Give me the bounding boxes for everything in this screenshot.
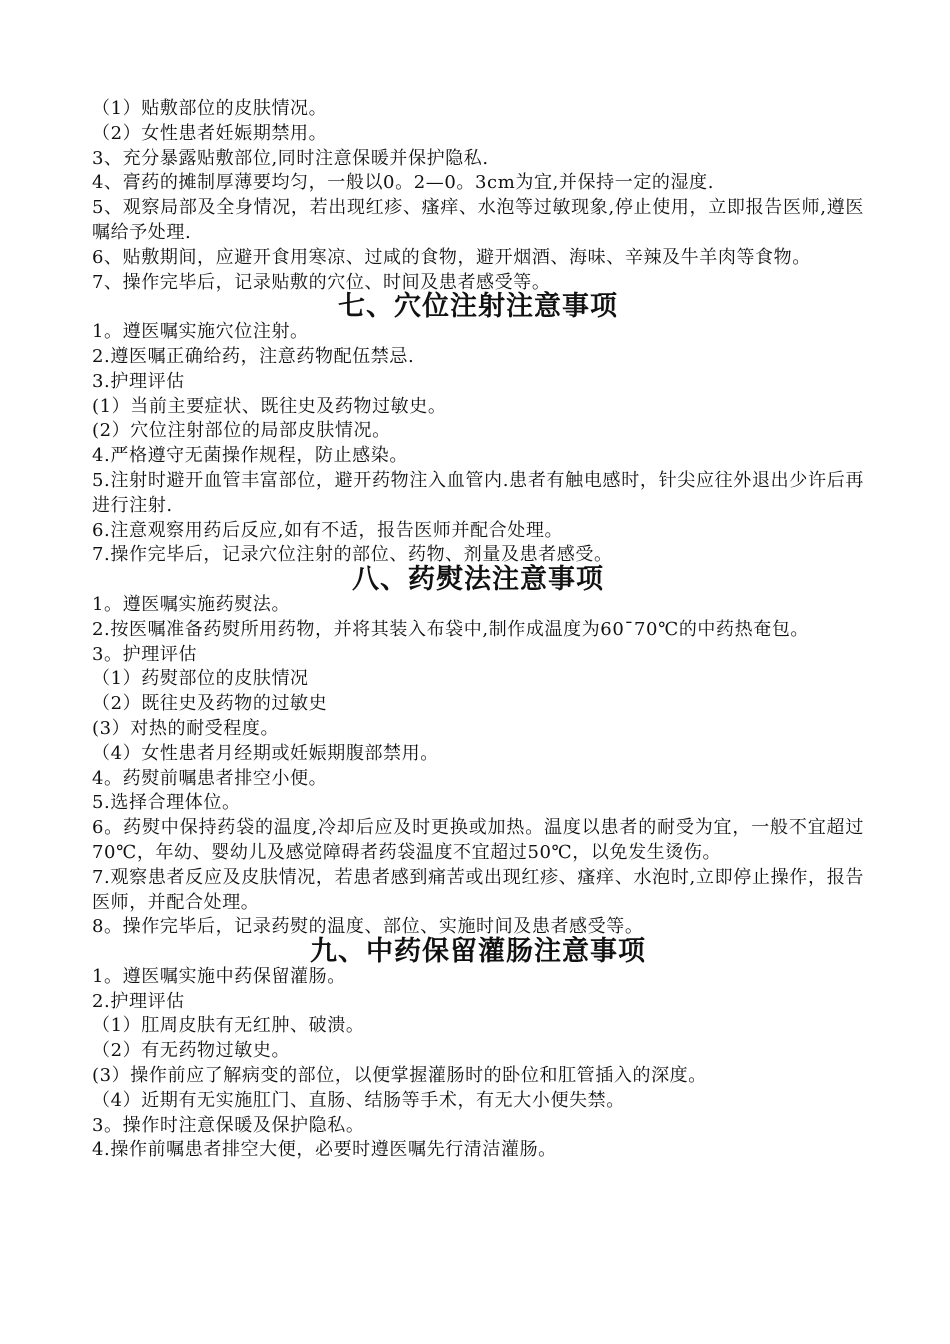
list-item: （1）药熨部位的皮肤情况 — [92, 668, 309, 690]
list-item: 1。遵医嘱实施中药保留灌肠。 — [92, 965, 346, 987]
list-item: 3、充分暴露贴敷部位,同时注意保暖并保护隐私. — [92, 147, 489, 169]
list-item: (2）穴位注射部位的局部皮肤情况。 — [92, 420, 391, 442]
list-item: 3。操作时注意保暖及保护隐私。 — [92, 1114, 365, 1136]
section-heading: 七、穴位注射注意事项 — [338, 291, 618, 323]
list-item: 8。操作完毕后，记录药熨的温度、部位、实施时间及患者感受等。 — [92, 916, 644, 938]
list-item: 7.操作完毕后，记录穴位注射的部位、药物、剂量及患者感受。 — [92, 544, 613, 566]
list-item: 2.护理评估 — [92, 990, 185, 1012]
list-item: （1）贴敷部位的皮肤情况。 — [92, 98, 328, 119]
list-item: 4.严格遵守无菌操作规程，防止感染。 — [92, 445, 408, 467]
list-item: 4。药熨前嘱患者排空小便。 — [92, 767, 328, 789]
list-item: 2.遵医嘱正确给药，注意药物配伍禁忌. — [92, 345, 415, 367]
list-item: 3.护理评估 — [92, 370, 185, 392]
section-heading: 八、药熨法注意事项 — [352, 564, 604, 596]
list-item: 7、操作完毕后，记录贴敷的穴位、时间及患者感受等。 — [92, 271, 551, 293]
list-item: 6、贴敷期间，应避开食用寒凉、过咸的食物，避开烟酒、海味、辛辣及牛羊肉等食物。 — [92, 246, 811, 268]
list-item: （2）女性患者妊娠期禁用。 — [92, 122, 328, 144]
list-item: 3。护理评估 — [92, 643, 198, 665]
list-item: （4）近期有无实施肛门、直肠、结肠等手术，有无大小便失禁。 — [92, 1089, 625, 1111]
list-item: (1）当前主要症状、既往史及药物过敏史。 — [92, 395, 447, 417]
list-item: 5、观察局部及全身情况，若出现红疹、瘙痒、水泡等过敏现象,停止使用，立即报告医师,遵医嘱给予处理. — [92, 197, 864, 243]
list-item: （4）女性患者月经期或妊娠期腹部禁用。 — [92, 742, 439, 764]
list-item: （2）既往史及药物的过敏史 — [92, 693, 328, 715]
section-8 — [92, 564, 864, 940]
document-page — [92, 97, 864, 1163]
list-item: (3）对热的耐受程度。 — [92, 717, 280, 739]
list-item: 2.按医嘱准备药熨所用药物，并将其装入布袋中,制作成温度为60¯70℃的中药热奄包。 — [92, 618, 810, 640]
list-item: 1。遵医嘱实施药熨法。 — [92, 593, 291, 615]
list-item: 4、膏药的摊制厚薄要均匀，一般以0。2—0。3cm为宜,并保持一定的湿度. — [92, 172, 715, 194]
list-item: 1。遵医嘱实施穴位注射。 — [92, 321, 309, 343]
list-item: 5.选择合理体位。 — [92, 792, 241, 814]
list-item: 6.注意观察用药后反应,如有不适，报告医师并配合处理。 — [92, 519, 564, 541]
section-heading: 九、中药保留灌肠注意事项 — [310, 936, 646, 968]
section-7 — [92, 291, 864, 568]
section-6-continued — [92, 97, 864, 295]
list-item: 4.操作前嘱患者排空大便，必要时遵医嘱先行清洁灌肠。 — [92, 1139, 557, 1161]
list-item: (3）操作前应了解病变的部位，以便掌握灌肠时的卧位和肛管插入的深度。 — [92, 1065, 707, 1087]
section-9 — [92, 936, 864, 1163]
list-item: 7.观察患者反应及皮肤情况，若患者感到痛苦或出现红疹、瘙痒、水泡时,立即停止操作，报告医师，并配合处理。 — [92, 866, 864, 913]
list-item: 5.注射时避开血管丰富部位，避开药物注入血管内.患者有触电感时，针尖应往外退出少许后再进行注射. — [92, 469, 864, 516]
list-item: （1）肛周皮肤有无红肿、破溃。 — [92, 1015, 365, 1037]
list-item: （2）有无药物过敏史。 — [92, 1040, 291, 1062]
list-item: 6。药熨中保持药袋的温度,冷却后应及时更换或加热。温度以患者的耐受为宜，一般不宜超过70℃，年幼、婴幼儿及感觉障碍者药袋温度不宜超过50℃，以免发生烫伤。 — [92, 817, 864, 863]
